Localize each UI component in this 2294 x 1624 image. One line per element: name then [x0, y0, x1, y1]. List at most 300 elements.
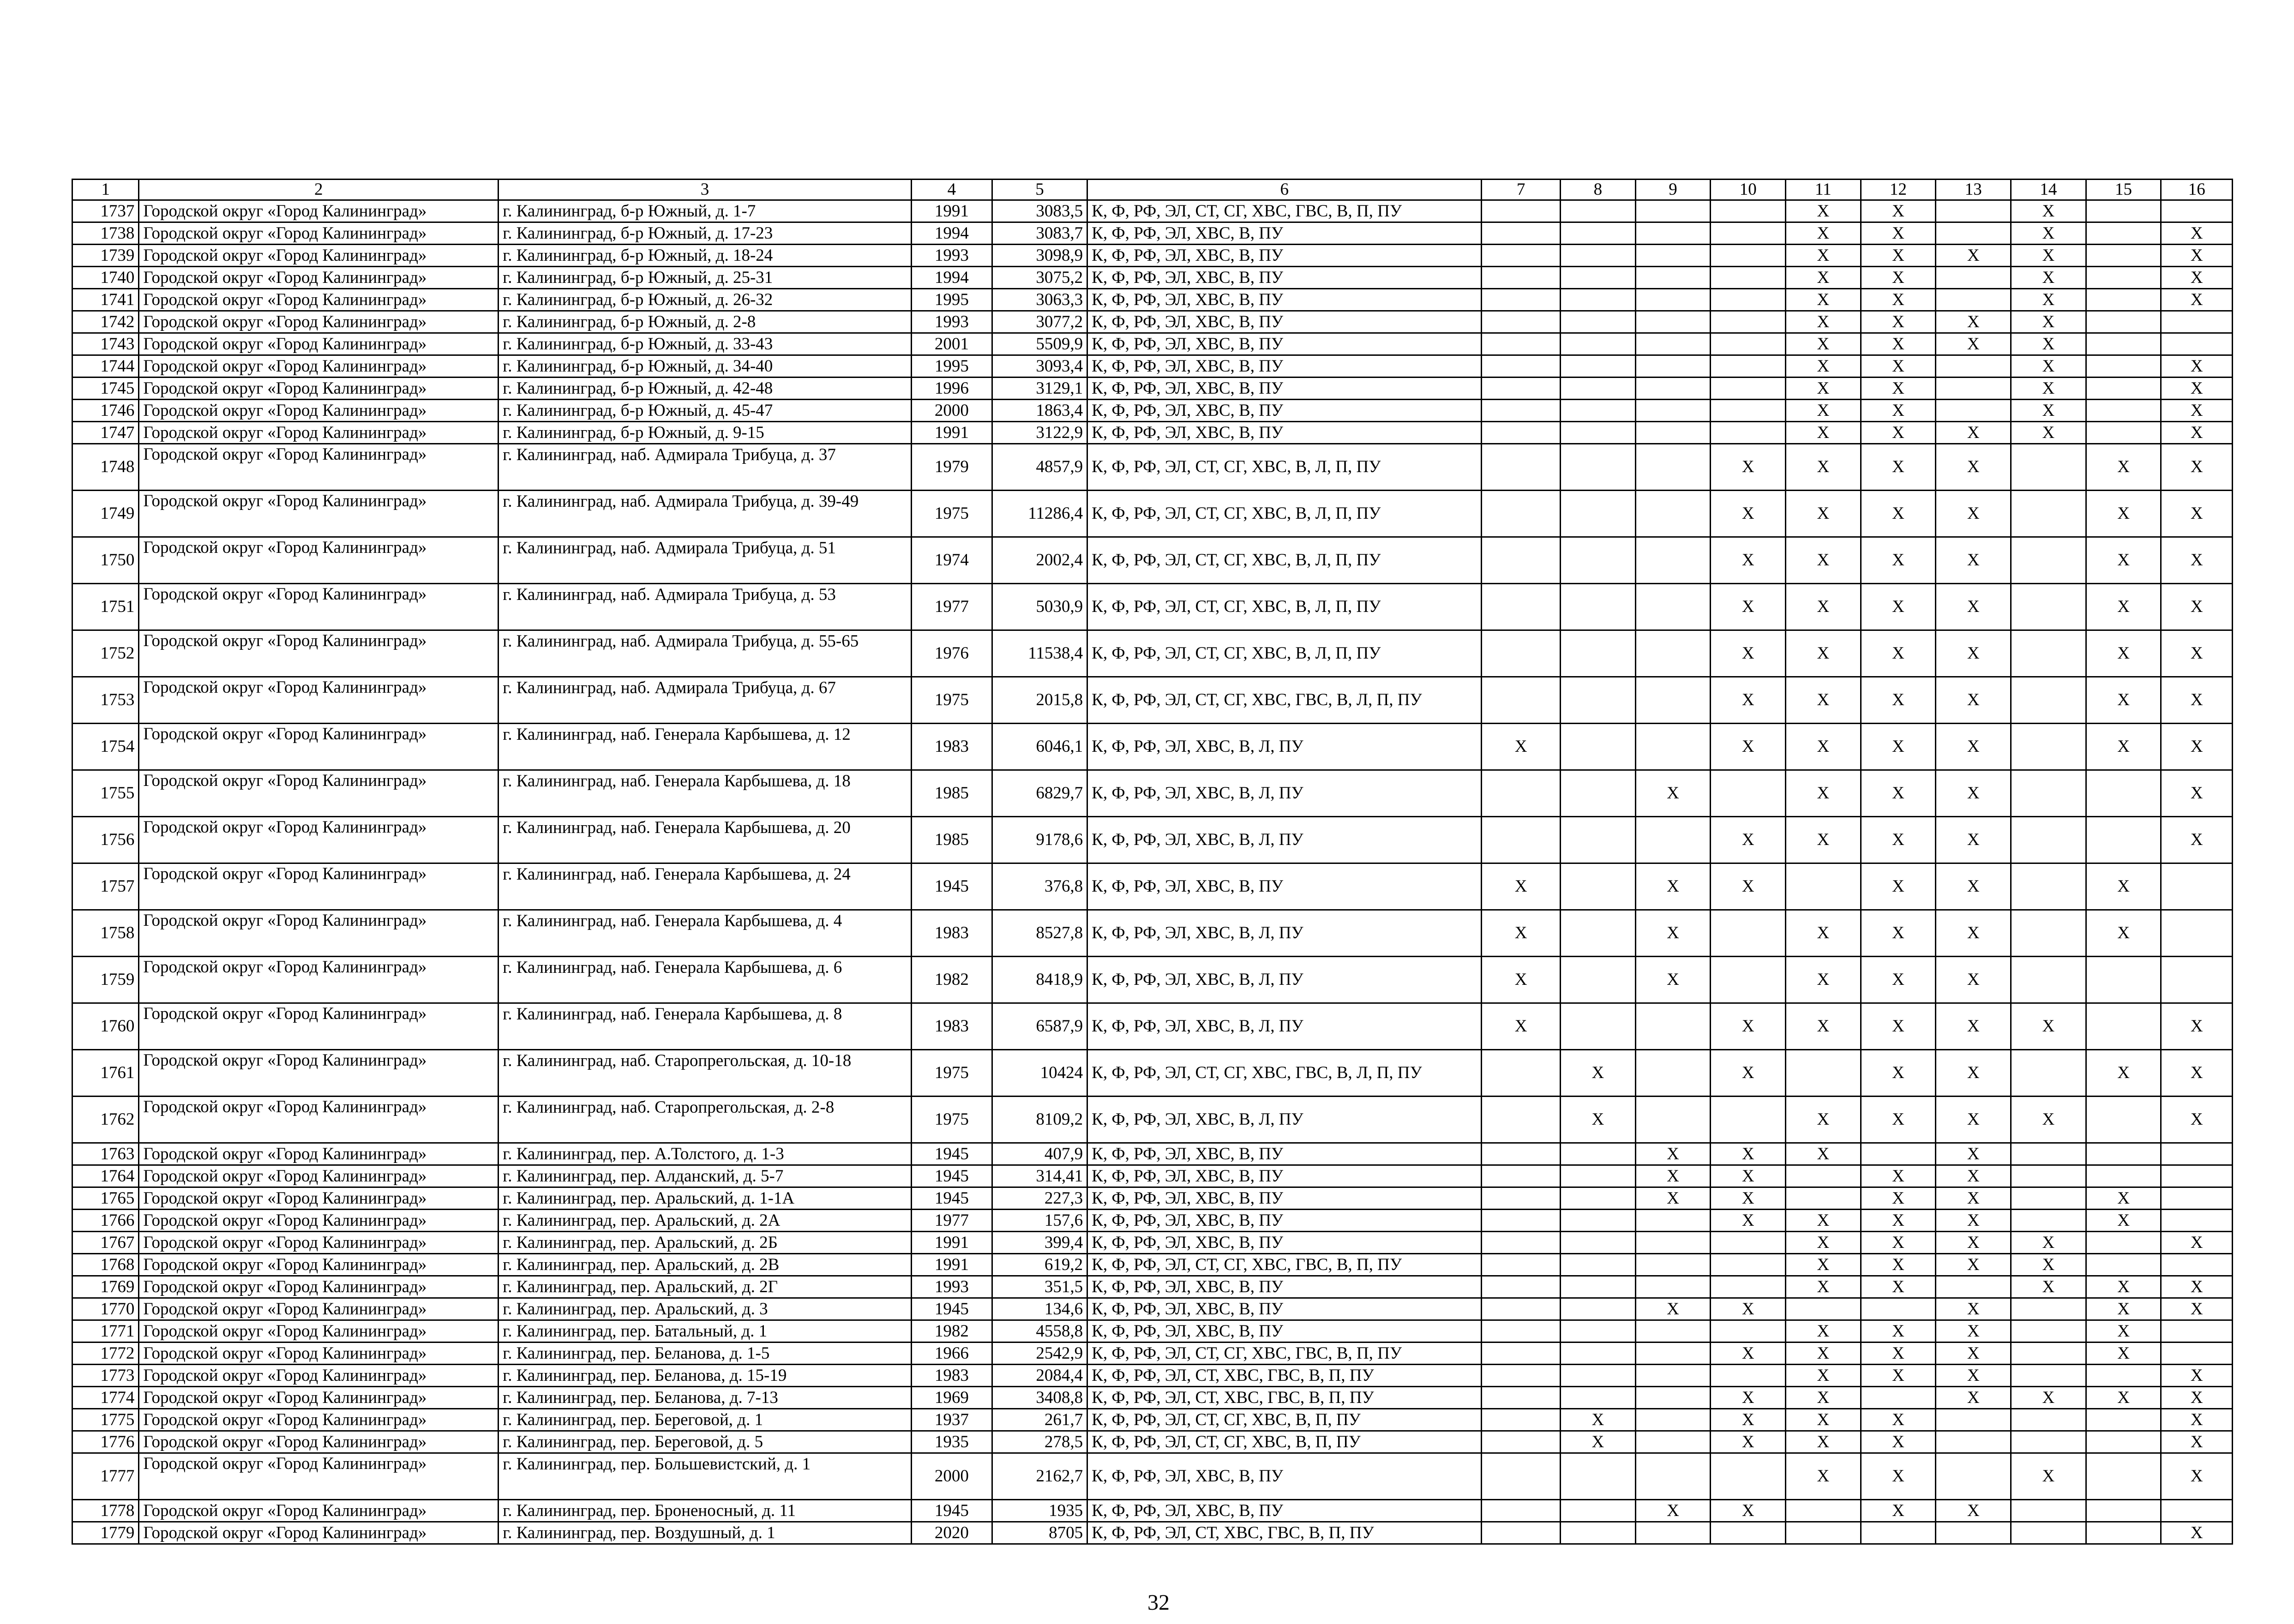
cell-col-4: 2000 [911, 400, 992, 422]
cell-col-3: г. Калининград, б-р Южный, д. 2-8 [498, 311, 912, 333]
cell-col-10 [1711, 1453, 1786, 1500]
table-row [72, 245, 2233, 267]
cell-col-5: 4857,9 [992, 444, 1087, 491]
cell-col-12: Х [1861, 222, 1936, 245]
cell-col-8 [1561, 444, 1636, 491]
cell-col-1: 1761 [72, 1050, 139, 1097]
cell-col-6: К, Ф, РФ, ЭЛ, ХВС, В, ПУ [1087, 422, 1482, 444]
cell-col-14: Х [2011, 200, 2086, 222]
page-number: 32 [1147, 1590, 1170, 1615]
cell-col-1: 1747 [72, 422, 139, 444]
cell-col-10: Х [1711, 1143, 1786, 1165]
cell-col-15 [2086, 1254, 2161, 1276]
cell-col-16: Х [2161, 378, 2233, 400]
cell-col-2: Городской округ «Город Калининград» [139, 1210, 498, 1232]
cell-col-10 [1711, 378, 1786, 400]
cell-col-2: Городской округ «Город Калининград» [139, 400, 498, 422]
cell-col-1: 1744 [72, 355, 139, 378]
cell-col-10 [1711, 1097, 1786, 1143]
cell-col-14 [2011, 1187, 2086, 1210]
cell-col-10: Х [1711, 1210, 1786, 1232]
column-header-16: 16 [2161, 180, 2233, 200]
header-row [72, 180, 2233, 200]
table-row [72, 1387, 2233, 1409]
cell-col-16: Х [2161, 537, 2233, 584]
cell-col-7 [1482, 333, 1561, 355]
table-row [72, 957, 2233, 1003]
cell-col-10 [1711, 770, 1786, 817]
cell-col-7 [1482, 222, 1561, 245]
cell-col-14: Х [2011, 1254, 2086, 1276]
cell-col-9 [1635, 1210, 1711, 1232]
cell-col-5: 3083,5 [992, 200, 1087, 222]
cell-col-6: К, Ф, РФ, ЭЛ, ХВС, В, ПУ [1087, 1453, 1482, 1500]
cell-col-1: 1762 [72, 1097, 139, 1143]
cell-col-9 [1635, 378, 1711, 400]
cell-col-2: Городской округ «Город Калининград» [139, 1365, 498, 1387]
cell-col-1: 1745 [72, 378, 139, 400]
cell-col-9 [1635, 1003, 1711, 1050]
cell-col-9 [1635, 1342, 1711, 1365]
cell-col-9 [1635, 724, 1711, 770]
column-header-4: 4 [911, 180, 992, 200]
cell-col-15 [2086, 1003, 2161, 1050]
cell-col-12: Х [1861, 1500, 1936, 1522]
cell-col-5: 6829,7 [992, 770, 1087, 817]
cell-col-15 [2086, 400, 2161, 422]
cell-col-8 [1561, 1342, 1636, 1365]
cell-col-8 [1561, 1522, 1636, 1544]
cell-col-16: Х [2161, 267, 2233, 289]
cell-col-14: Х [2011, 1097, 2086, 1143]
table-row [72, 1500, 2233, 1522]
cell-col-11 [1786, 1165, 1861, 1187]
cell-col-11: Х [1786, 311, 1861, 333]
cell-col-11: Х [1786, 1003, 1861, 1050]
cell-col-3: г. Калининград, пер. Береговой, д. 1 [498, 1409, 912, 1431]
cell-col-4: 1996 [911, 378, 992, 400]
cell-col-7 [1482, 378, 1561, 400]
cell-col-7 [1482, 677, 1561, 724]
cell-col-5: 11286,4 [992, 491, 1087, 537]
cell-col-14 [2011, 724, 2086, 770]
cell-col-14 [2011, 770, 2086, 817]
cell-col-15 [2086, 245, 2161, 267]
cell-col-12: Х [1861, 311, 1936, 333]
cell-col-13 [1936, 1453, 2011, 1500]
cell-col-13: Х [1936, 422, 2011, 444]
cell-col-8 [1561, 1365, 1636, 1387]
cell-col-1: 1740 [72, 267, 139, 289]
cell-col-1: 1769 [72, 1276, 139, 1298]
cell-col-3: г. Калининград, пер. Береговой, д. 5 [498, 1431, 912, 1453]
cell-col-2: Городской округ «Город Калининград» [139, 1409, 498, 1431]
cell-col-5: 8418,9 [992, 957, 1087, 1003]
cell-col-12: Х [1861, 1165, 1936, 1187]
cell-col-16: Х [2161, 630, 2233, 677]
cell-col-5: 261,7 [992, 1409, 1087, 1431]
table-row [72, 1409, 2233, 1431]
cell-col-13: Х [1936, 584, 2011, 630]
cell-col-2: Городской округ «Город Калининград» [139, 245, 498, 267]
cell-col-1: 1758 [72, 910, 139, 957]
cell-col-5: 407,9 [992, 1143, 1087, 1165]
cell-col-7 [1482, 1298, 1561, 1320]
cell-col-8 [1561, 537, 1636, 584]
cell-col-6: К, Ф, РФ, ЭЛ, ХВС, В, ПУ [1087, 245, 1482, 267]
cell-col-1: 1773 [72, 1365, 139, 1387]
cell-col-8 [1561, 400, 1636, 422]
cell-col-7 [1482, 1165, 1561, 1187]
cell-col-8 [1561, 222, 1636, 245]
cell-col-7 [1482, 1500, 1561, 1522]
cell-col-10: Х [1711, 1165, 1786, 1187]
cell-col-16: Х [2161, 222, 2233, 245]
table-row [72, 1276, 2233, 1298]
cell-col-11: Х [1786, 630, 1861, 677]
cell-col-13: Х [1936, 1143, 2011, 1165]
cell-col-6: К, Ф, РФ, ЭЛ, ХВС, В, Л, ПУ [1087, 1003, 1482, 1050]
cell-col-15 [2086, 1143, 2161, 1165]
cell-col-11: Х [1786, 267, 1861, 289]
cell-col-5: 351,5 [992, 1276, 1087, 1298]
cell-col-1: 1777 [72, 1453, 139, 1500]
cell-col-7 [1482, 537, 1561, 584]
cell-col-14 [2011, 584, 2086, 630]
cell-col-4: 1991 [911, 422, 992, 444]
table-row [72, 1232, 2233, 1254]
cell-col-11: Х [1786, 245, 1861, 267]
cell-col-2: Городской округ «Город Калининград» [139, 863, 498, 910]
cell-col-3: г. Калининград, наб. Старопрегольская, д. 2-8 [498, 1097, 912, 1143]
cell-col-3: г. Калининград, наб. Адмирала Трибуца, д. 55-65 [498, 630, 912, 677]
cell-col-10: Х [1711, 584, 1786, 630]
cell-col-5: 134,6 [992, 1298, 1087, 1320]
cell-col-4: 1982 [911, 957, 992, 1003]
column-header-7: 7 [1482, 180, 1561, 200]
cell-col-16: Х [2161, 245, 2233, 267]
cell-col-1: 1760 [72, 1003, 139, 1050]
cell-col-6: К, Ф, РФ, ЭЛ, ХВС, В, Л, ПУ [1087, 724, 1482, 770]
cell-col-1: 1772 [72, 1342, 139, 1365]
cell-col-12: Х [1861, 267, 1936, 289]
cell-col-11: Х [1786, 910, 1861, 957]
cell-col-6: К, Ф, РФ, ЭЛ, ХВС, В, ПУ [1087, 1165, 1482, 1187]
cell-col-8 [1561, 1298, 1636, 1320]
cell-col-8 [1561, 1276, 1636, 1298]
cell-col-1: 1759 [72, 957, 139, 1003]
cell-col-12: Х [1861, 724, 1936, 770]
cell-col-6: К, Ф, РФ, ЭЛ, СТ, СГ, ХВС, ГВС, В, Л, П, ПУ [1087, 1050, 1482, 1097]
cell-col-8 [1561, 289, 1636, 311]
cell-col-12 [1861, 1298, 1936, 1320]
cell-col-12: Х [1861, 289, 1936, 311]
column-header-9: 9 [1635, 180, 1711, 200]
cell-col-9 [1635, 245, 1711, 267]
column-header-2: 2 [139, 180, 498, 200]
cell-col-3: г. Калининград, пер. Беланова, д. 7-13 [498, 1387, 912, 1409]
table-header [72, 180, 2233, 200]
cell-col-15: Х [2086, 863, 2161, 910]
cell-col-16: Х [2161, 289, 2233, 311]
cell-col-1: 1767 [72, 1232, 139, 1254]
table-row [72, 1342, 2233, 1365]
cell-col-8 [1561, 1165, 1636, 1187]
cell-col-11 [1786, 1500, 1861, 1522]
cell-col-16: Х [2161, 1387, 2233, 1409]
cell-col-2: Городской округ «Город Калининград» [139, 1097, 498, 1143]
cell-col-4: 2001 [911, 333, 992, 355]
cell-col-8: Х [1561, 1097, 1636, 1143]
cell-col-15: Х [2086, 444, 2161, 491]
cell-col-16: Х [2161, 1409, 2233, 1431]
cell-col-4: 1983 [911, 1365, 992, 1387]
cell-col-1: 1751 [72, 584, 139, 630]
cell-col-13: Х [1936, 1387, 2011, 1409]
cell-col-14 [2011, 1342, 2086, 1365]
cell-col-14 [2011, 1050, 2086, 1097]
cell-col-4: 1994 [911, 267, 992, 289]
cell-col-13: Х [1936, 1232, 2011, 1254]
cell-col-2: Городской округ «Город Калининград» [139, 422, 498, 444]
cell-col-2: Городской округ «Город Калининград» [139, 724, 498, 770]
cell-col-14 [2011, 1210, 2086, 1232]
cell-col-2: Городской округ «Город Калининград» [139, 1431, 498, 1453]
cell-col-3: г. Калининград, пер. Аральский, д. 1-1А [498, 1187, 912, 1210]
cell-col-6: К, Ф, РФ, ЭЛ, ХВС, В, ПУ [1087, 267, 1482, 289]
cell-col-8 [1561, 355, 1636, 378]
cell-col-13 [1936, 222, 2011, 245]
cell-col-4: 1985 [911, 770, 992, 817]
cell-col-5: 1863,4 [992, 400, 1087, 422]
cell-col-7 [1482, 770, 1561, 817]
cell-col-15: Х [2086, 584, 2161, 630]
cell-col-6: К, Ф, РФ, ЭЛ, СТ, СГ, ХВС, В, П, ПУ [1087, 1409, 1482, 1431]
cell-col-4: 2000 [911, 1453, 992, 1500]
cell-col-14: Х [2011, 422, 2086, 444]
table-row [72, 378, 2233, 400]
cell-col-7 [1482, 1387, 1561, 1409]
cell-col-12: Х [1861, 200, 1936, 222]
cell-col-11: Х [1786, 1254, 1861, 1276]
cell-col-16: Х [2161, 770, 2233, 817]
cell-col-8 [1561, 863, 1636, 910]
cell-col-14: Х [2011, 245, 2086, 267]
cell-col-1: 1741 [72, 289, 139, 311]
cell-col-4: 1982 [911, 1320, 992, 1342]
cell-col-14 [2011, 537, 2086, 584]
cell-col-8 [1561, 770, 1636, 817]
cell-col-11: Х [1786, 1453, 1861, 1500]
cell-col-15 [2086, 1097, 2161, 1143]
cell-col-10: Х [1711, 491, 1786, 537]
cell-col-16 [2161, 1342, 2233, 1365]
cell-col-13: Х [1936, 1342, 2011, 1365]
cell-col-2: Городской округ «Город Калининград» [139, 444, 498, 491]
table-row [72, 355, 2233, 378]
cell-col-5: 3083,7 [992, 222, 1087, 245]
cell-col-7 [1482, 1232, 1561, 1254]
table-row [72, 770, 2233, 817]
cell-col-4: 1937 [911, 1409, 992, 1431]
cell-col-3: г. Калининград, пер. Беланова, д. 1-5 [498, 1342, 912, 1365]
cell-col-6: К, Ф, РФ, ЭЛ, ХВС, В, ПУ [1087, 1320, 1482, 1342]
cell-col-15 [2086, 267, 2161, 289]
cell-col-11: Х [1786, 1276, 1861, 1298]
cell-col-4: 1966 [911, 1342, 992, 1365]
cell-col-13: Х [1936, 1187, 2011, 1210]
column-header-6: 6 [1087, 180, 1482, 200]
cell-col-13 [1936, 1409, 2011, 1431]
cell-col-6: К, Ф, РФ, ЭЛ, ХВС, В, Л, ПУ [1087, 770, 1482, 817]
cell-col-11: Х [1786, 677, 1861, 724]
cell-col-3: г. Калининград, пер. Беланова, д. 15-19 [498, 1365, 912, 1387]
cell-col-7 [1482, 1276, 1561, 1298]
cell-col-2: Городской округ «Город Калининград» [139, 200, 498, 222]
cell-col-11: Х [1786, 1210, 1861, 1232]
cell-col-8 [1561, 1232, 1636, 1254]
cell-col-16 [2161, 1500, 2233, 1522]
cell-col-13: Х [1936, 630, 2011, 677]
cell-col-16: Х [2161, 355, 2233, 378]
cell-col-9 [1635, 200, 1711, 222]
cell-col-12: Х [1861, 491, 1936, 537]
cell-col-12: Х [1861, 333, 1936, 355]
cell-col-1: 1776 [72, 1431, 139, 1453]
cell-col-10: Х [1711, 444, 1786, 491]
cell-col-15 [2086, 311, 2161, 333]
cell-col-2: Городской округ «Город Калининград» [139, 1232, 498, 1254]
cell-col-13 [1936, 378, 2011, 400]
cell-col-13: Х [1936, 1320, 2011, 1342]
cell-col-11: Х [1786, 491, 1861, 537]
cell-col-16 [2161, 311, 2233, 333]
cell-col-7 [1482, 422, 1561, 444]
cell-col-9 [1635, 1232, 1711, 1254]
cell-col-14 [2011, 630, 2086, 677]
cell-col-12: Х [1861, 770, 1936, 817]
cell-col-10 [1711, 910, 1786, 957]
cell-col-13: Х [1936, 491, 2011, 537]
cell-col-4: 1945 [911, 1500, 992, 1522]
cell-col-16: Х [2161, 817, 2233, 863]
table-row [72, 311, 2233, 333]
cell-col-4: 1977 [911, 584, 992, 630]
cell-col-10: Х [1711, 677, 1786, 724]
cell-col-1: 1770 [72, 1298, 139, 1320]
cell-col-3: г. Калининград, пер. Батальный, д. 1 [498, 1320, 912, 1342]
cell-col-7 [1482, 267, 1561, 289]
table-row [72, 1320, 2233, 1342]
cell-col-2: Городской округ «Город Калининград» [139, 222, 498, 245]
cell-col-10 [1711, 1254, 1786, 1276]
cell-col-4: 1985 [911, 817, 992, 863]
cell-col-2: Городской округ «Город Калининград» [139, 267, 498, 289]
table-row [72, 222, 2233, 245]
cell-col-2: Городской округ «Город Калининград» [139, 378, 498, 400]
cell-col-13: Х [1936, 957, 2011, 1003]
cell-col-6: К, Ф, РФ, ЭЛ, ХВС, В, ПУ [1087, 222, 1482, 245]
cell-col-9 [1635, 311, 1711, 333]
cell-col-12: Х [1861, 1365, 1936, 1387]
cell-col-12: Х [1861, 355, 1936, 378]
cell-col-2: Городской округ «Город Калининград» [139, 584, 498, 630]
cell-col-2: Городской округ «Город Калининград» [139, 1050, 498, 1097]
cell-col-7 [1482, 289, 1561, 311]
cell-col-1: 1755 [72, 770, 139, 817]
cell-col-13: Х [1936, 677, 2011, 724]
cell-col-14: Х [2011, 1453, 2086, 1500]
cell-col-7 [1482, 1143, 1561, 1165]
cell-col-11 [1786, 1298, 1861, 1320]
column-header-8: 8 [1561, 180, 1636, 200]
cell-col-8 [1561, 817, 1636, 863]
cell-col-12: Х [1861, 910, 1936, 957]
cell-col-6: К, Ф, РФ, ЭЛ, ХВС, В, ПУ [1087, 1276, 1482, 1298]
cell-col-2: Городской округ «Город Калининград» [139, 289, 498, 311]
cell-col-12: Х [1861, 957, 1936, 1003]
cell-col-9 [1635, 267, 1711, 289]
cell-col-1: 1768 [72, 1254, 139, 1276]
cell-col-3: г. Калининград, пер. Аральский, д. 2А [498, 1210, 912, 1232]
cell-col-3: г. Калининград, наб. Адмирала Трибуца, д. 53 [498, 584, 912, 630]
cell-col-8 [1561, 1500, 1636, 1522]
cell-col-4: 2020 [911, 1522, 992, 1544]
cell-col-13 [1936, 1276, 2011, 1298]
cell-col-12: Х [1861, 245, 1936, 267]
table-row [72, 537, 2233, 584]
cell-col-10 [1711, 333, 1786, 355]
cell-col-8 [1561, 1187, 1636, 1210]
cell-col-12: Х [1861, 378, 1936, 400]
cell-col-1: 1763 [72, 1143, 139, 1165]
cell-col-13: Х [1936, 537, 2011, 584]
cell-col-2: Городской округ «Город Калининград» [139, 1453, 498, 1500]
cell-col-9 [1635, 1097, 1711, 1143]
cell-col-10 [1711, 1276, 1786, 1298]
cell-col-6: К, Ф, РФ, ЭЛ, ХВС, В, ПУ [1087, 355, 1482, 378]
cell-col-15 [2086, 222, 2161, 245]
cell-col-16 [2161, 910, 2233, 957]
cell-col-10 [1711, 1232, 1786, 1254]
cell-col-7 [1482, 1342, 1561, 1365]
cell-col-13: Х [1936, 1210, 2011, 1232]
cell-col-6: К, Ф, РФ, ЭЛ, СТ, ХВС, ГВС, В, П, ПУ [1087, 1365, 1482, 1387]
cell-col-10 [1711, 267, 1786, 289]
cell-col-12 [1861, 1387, 1936, 1409]
cell-col-10 [1711, 245, 1786, 267]
cell-col-15: Х [2086, 1387, 2161, 1409]
cell-col-5: 2542,9 [992, 1342, 1087, 1365]
cell-col-9 [1635, 1050, 1711, 1097]
cell-col-7: Х [1482, 863, 1561, 910]
cell-col-9 [1635, 1365, 1711, 1387]
cell-col-16 [2161, 1320, 2233, 1342]
cell-col-10: Х [1711, 1500, 1786, 1522]
cell-col-1: 1750 [72, 537, 139, 584]
cell-col-16: Х [2161, 1298, 2233, 1320]
cell-col-7: Х [1482, 957, 1561, 1003]
cell-col-15 [2086, 1453, 2161, 1500]
cell-col-9 [1635, 1320, 1711, 1342]
cell-col-6: К, Ф, РФ, ЭЛ, ХВС, В, ПУ [1087, 1500, 1482, 1522]
cell-col-5: 278,5 [992, 1431, 1087, 1453]
cell-col-16 [2161, 957, 2233, 1003]
cell-col-15: Х [2086, 1050, 2161, 1097]
cell-col-2: Городской округ «Город Калининград» [139, 957, 498, 1003]
cell-col-15 [2086, 1165, 2161, 1187]
cell-col-10: Х [1711, 1187, 1786, 1210]
